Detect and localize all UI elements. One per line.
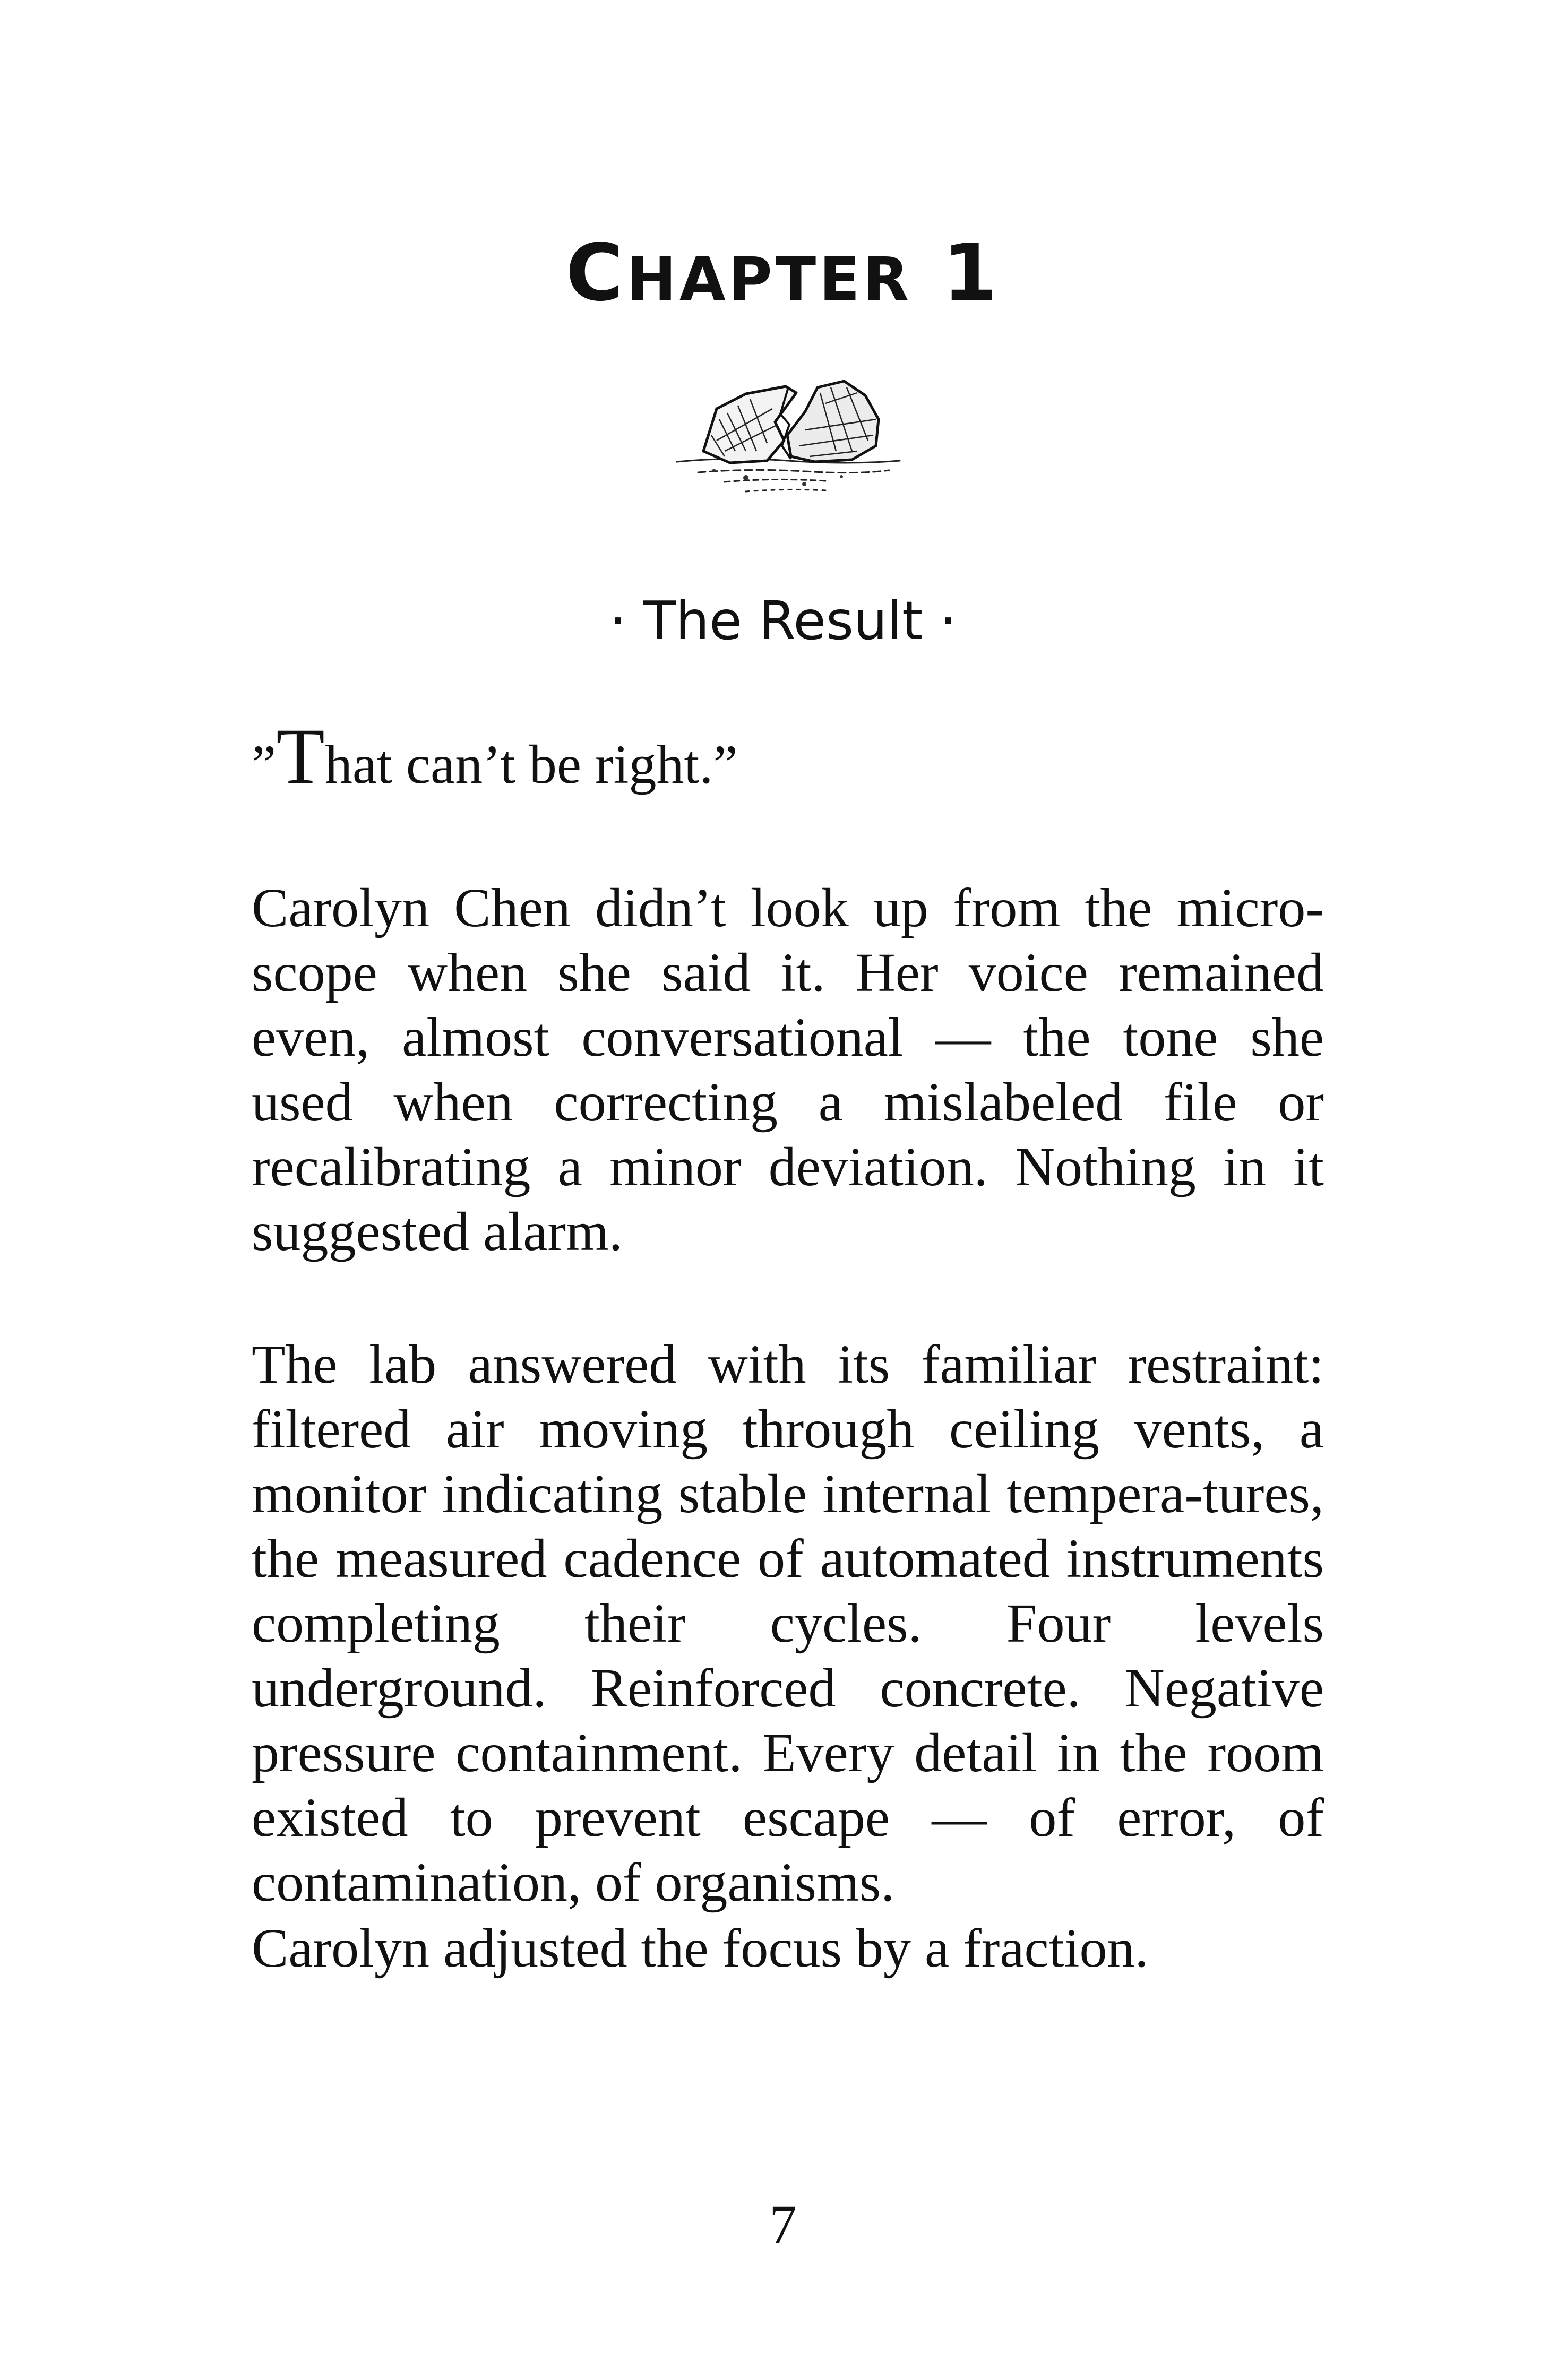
chapter-heading [0, 227, 1566, 318]
initial-letter: T [276, 712, 325, 800]
rock-in-water-icon [666, 372, 910, 504]
opening-quote: ” [252, 734, 277, 795]
paragraph-4: Carolyn adjusted the focus by a fraction. [252, 1918, 1149, 1979]
chapter-heading-initial: C [565, 227, 627, 318]
paragraph-1-text: hat can’t be right.” [324, 734, 738, 795]
section-title: · The Result · [609, 590, 957, 652]
paragraph-1 [252, 712, 1324, 800]
paragraph-2: Carolyn Chen didn’t look up from the micro-scope when she said it. Her voice remained even, almost conversational — the tone she used when correcting a mislabeled file or recalibrating a minor deviation. Nothing in it suggested alarm. [252, 877, 1324, 1262]
paragraph-3: The lab answered with its familiar restraint: filtered air moving through ceiling vents, a monitor indicating stable internal tempera-tures, the measured cadence of automated instruments completing their cycles. Four levels underground. Reinforced concrete. Negative pressure containment. Every detail in the room existed to prevent escape — of error, of contamination, of organisms. [252, 1334, 1324, 1913]
chapter-number: 1 [942, 227, 1001, 318]
chapter-heading-word: HAPTER [626, 245, 912, 314]
page-number: 7 [769, 2194, 797, 2255]
